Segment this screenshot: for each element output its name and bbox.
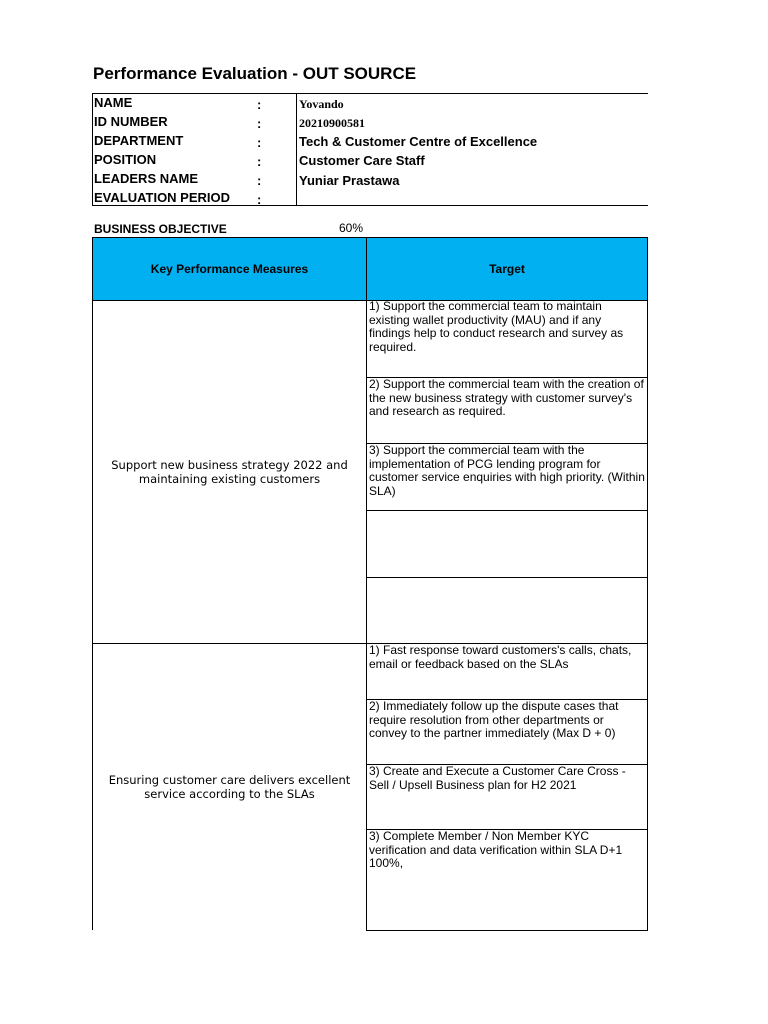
target-cell: 1) Fast response toward customers's calls, chats, email or feedback based on the SLAs (366, 643, 648, 700)
business-objective-label: BUSINESS OBJECTIVE (94, 222, 227, 236)
info-value-name: Yovando (299, 97, 344, 111)
info-label-leaders-name: LEADERS NAME (94, 171, 199, 186)
header-key-performance-measures: Key Performance Measures (92, 237, 367, 301)
target-cell: 3) Create and Execute a Customer Care Cross - Sell / Upsell Business plan for H2 2021 (366, 764, 648, 830)
info-colon: : (257, 192, 262, 207)
info-label-position: POSITION (94, 152, 157, 167)
info-value-id-number: 20210900581 (299, 116, 365, 130)
info-label-department: DEPARTMENT (94, 133, 184, 148)
kpm-cell (92, 300, 367, 644)
info-colon: : (257, 116, 262, 131)
info-label-name: NAME (94, 95, 133, 110)
target-cell: 2) Immediately follow up the dispute cases that require resolution from other departments or convey to the partner immediately (Max D + 0) (366, 699, 648, 765)
target-cell: 3) Complete Member / Non Member KYC verification and data verification within SLA D+1 100%, (366, 829, 648, 931)
info-colon: : (257, 154, 262, 169)
info-colon: : (257, 173, 262, 188)
info-value-leaders-name: Yuniar Prastawa (299, 173, 400, 188)
target-cell (366, 510, 648, 578)
page-title: Performance Evaluation - OUT SOURCE (93, 64, 417, 83)
info-label-evaluation-period: EVALUATION PERIOD (94, 190, 231, 205)
business-objective-percent: 60% (339, 221, 364, 235)
kpm-text: Ensuring customer care delivers excellent service according to the SLAs (108, 772, 351, 801)
target-cell (366, 577, 648, 644)
kpm-text: Support new business strategy 2022 and maintaining existing customers (111, 457, 348, 486)
target-cell: 2) Support the commercial team with the creation of the new business strategy with customer survey's and research as required. (366, 377, 648, 444)
header-target: Target (366, 237, 648, 301)
target-cell: 3) Support the commercial team with the implementation of PCG lending program for customer service enquiries with high priority. (Within SLA) (366, 443, 648, 511)
info-value-position: Customer Care Staff (299, 153, 425, 168)
info-colon: : (257, 97, 262, 112)
info-value-department: Tech & Customer Centre of Excellence (299, 134, 538, 149)
info-label-id-number: ID NUMBER (94, 114, 168, 129)
info-colon: : (257, 135, 262, 150)
kpm-cell (92, 643, 367, 930)
info-divider (296, 93, 297, 206)
target-cell: 1) Support the commercial team to maintain existing wallet productivity (MAU) and if any findings help to conduct research and survey as required. (366, 300, 648, 378)
